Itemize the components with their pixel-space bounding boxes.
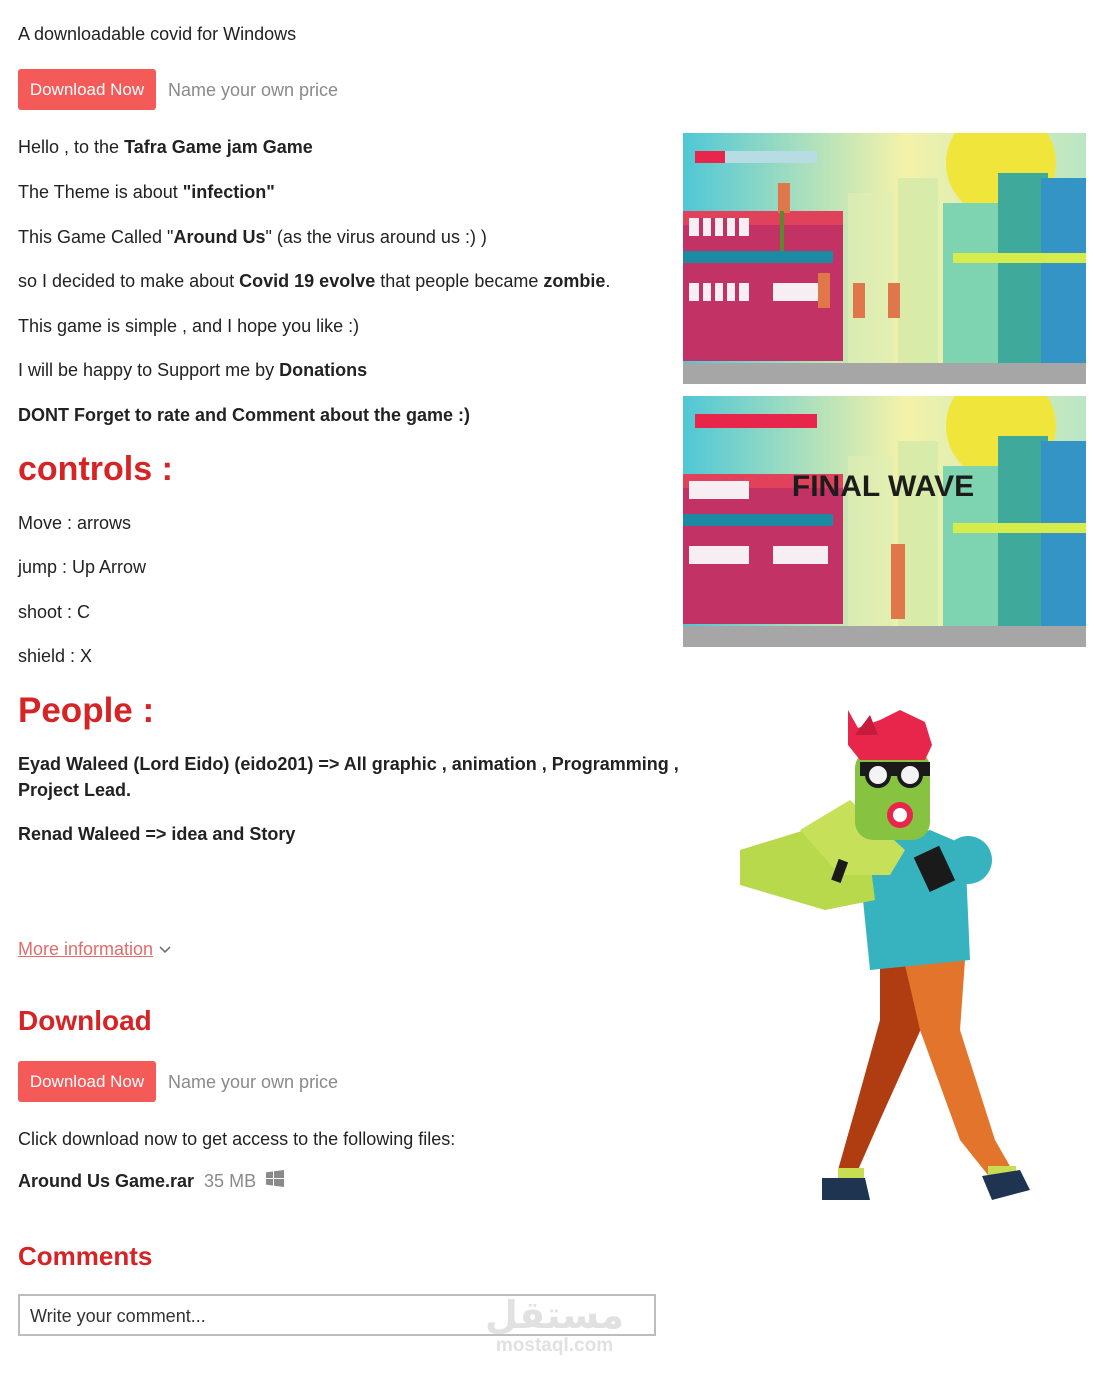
comments-heading: Comments xyxy=(18,1241,153,1271)
download-now-button-2[interactable]: Download Now xyxy=(18,1061,156,1102)
file-row xyxy=(18,1170,284,1192)
access-text: Click download now to get access to the following files: xyxy=(18,1129,456,1149)
windows-icon xyxy=(266,1170,284,1192)
people-line-1: Eyad Waleed (Lord Eido) (eido201) => All graphic , animation , Programming , xyxy=(18,754,679,774)
controls-heading: controls : xyxy=(18,450,173,488)
description-bold: "infection" xyxy=(182,182,275,202)
watermark xyxy=(485,1296,624,1356)
description-text: that people became xyxy=(375,271,544,291)
description-text: so I decided to make about xyxy=(18,271,240,291)
price-label: Name your own price xyxy=(168,80,339,100)
game-screenshot-2[interactable] xyxy=(683,396,1086,647)
description-line-3 xyxy=(18,226,487,248)
description-text: . xyxy=(605,271,611,291)
price-label-2: Name your own price xyxy=(168,1072,339,1092)
people-line-1b: Project Lead. xyxy=(18,780,132,800)
control-item: jump : Up Arrow xyxy=(18,557,147,577)
zombie-character-illustration xyxy=(730,700,1050,1210)
description-text: " (as the virus around us :) ) xyxy=(265,227,487,247)
description-bold: Donations xyxy=(279,360,368,380)
file-size: 35 MB xyxy=(204,1171,257,1191)
more-information-toggle[interactable] xyxy=(18,939,171,960)
download-now-button[interactable]: Download Now xyxy=(18,69,156,110)
file-name: Around Us Game.rar xyxy=(18,1171,195,1191)
description-line-4 xyxy=(18,270,610,292)
final-wave-label: FINAL WAVE xyxy=(791,470,975,503)
description-text: The Theme is about xyxy=(18,182,183,202)
description-line-6 xyxy=(18,359,367,381)
game-screenshot-1[interactable] xyxy=(683,133,1086,384)
more-information-link[interactable]: More information xyxy=(18,939,154,959)
description-line-5: This game is simple , and I hope you like :) xyxy=(18,316,360,336)
description-bold: Around Us xyxy=(173,227,266,247)
description-bold: Tafra Game jam Game xyxy=(124,137,313,157)
comment-placeholder: Write your comment... xyxy=(30,1306,206,1326)
people-line-2: Renad Waleed => idea and Story xyxy=(18,824,296,844)
control-item: shoot : C xyxy=(18,602,91,622)
control-item: shield : X xyxy=(18,646,93,666)
description-text: Hello , to the xyxy=(18,137,125,157)
description-line-7: DONT Forget to rate and Comment about the game :) xyxy=(18,405,471,425)
watermark-latin: mostaql.com xyxy=(495,1335,614,1356)
description-bold: Covid 19 evolve xyxy=(239,271,376,291)
page-tagline: A downloadable covid for Windows xyxy=(18,24,297,44)
description-text: This Game Called " xyxy=(18,227,174,247)
watermark-arabic: مستقل xyxy=(485,1295,624,1337)
people-heading: People : xyxy=(18,691,155,730)
download-heading: Download xyxy=(18,1005,152,1036)
control-item: Move : arrows xyxy=(18,513,132,533)
description-line-2 xyxy=(18,181,275,203)
description-text: I will be happy to Support me by xyxy=(18,360,280,380)
description-bold: zombie xyxy=(543,271,606,291)
description-line-1 xyxy=(18,136,313,158)
chevron-down-icon xyxy=(159,941,171,959)
